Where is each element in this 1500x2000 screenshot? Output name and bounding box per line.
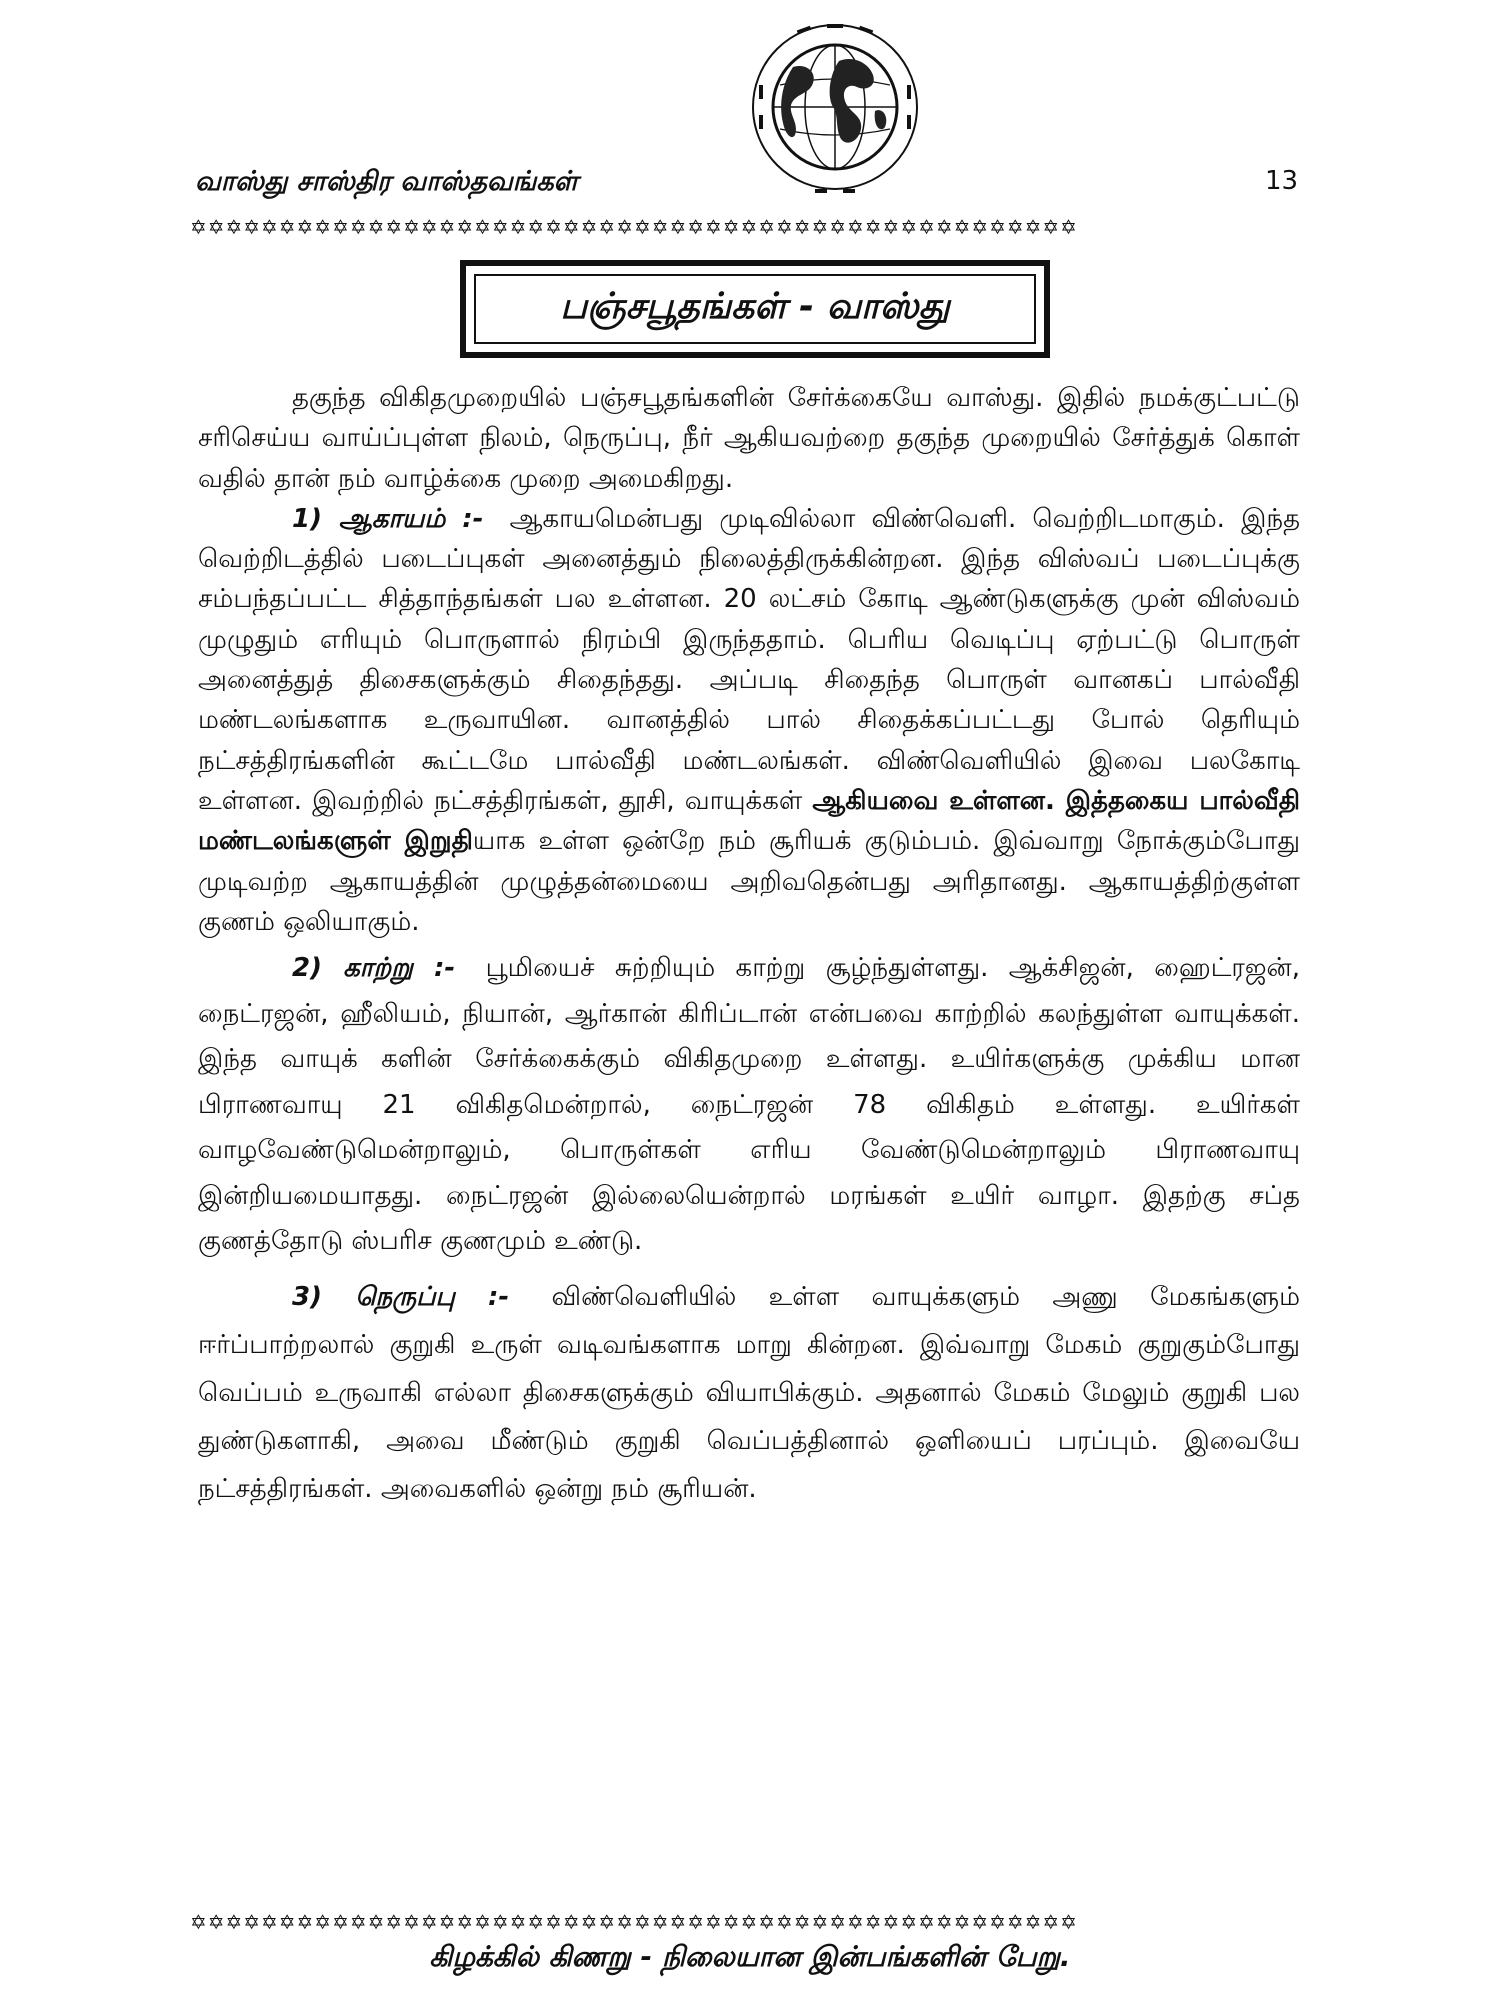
item-text-aakaayam-end: யாக உள்ள ஒன்றே நம் சூரியக் குடும்பம். இவ்வாறு நோக்கும்போது முடிவற்ற ஆகாயத்தின் முழுத்தன்மையை அறிவதென்பது அரிதானது. ஆகாயத்திற்குள்ள குணம் ஒலியாகும். [198, 826, 1300, 937]
paragraph-aakaayam [198, 499, 1300, 942]
item-text-aakaayam: ஆகாயமென்பது முடிவில்லா விண்வெளி. வெற்றிடமாகும். இந்த வெற்றிடத்தில் படைப்புகள் அனைத்தும் நிலைத்திருக்கின்றன. இந்த விஸ்வப் படைப்புக்கு சம்பந்தப்பட்ட சித்தாந்தங்கள் பல உள்ளன. 20 லட்சம் கோடி ஆண்டுகளுக்கு முன் விஸ்வம் முழுதும் எரியும் பொருளால் நிரம்பி இருந்ததாம். பெரிய வெடிப்பு ஏற்பட்டு பொருள் அனைத்துத் திசைகளுக்கும் சிதைந்தது. அப்படி சிதைந்த பொருள் வானகப் பால்வீதி மண்டலங்களாக உருவாயின. வானத்தில் பால் சிதைக்கப்பட்டது போல் தெரியும் நட்சத்திரங்களின் கூட்டமே பால்வீதி மண்டலங்கள். விண்வெளியில் இவை பலகோடி உள்ளன. இவற்றில் நட்சத்திரங்கள், தூசி, வாயுக்கள் [198, 503, 1301, 816]
body-text [198, 378, 1300, 1513]
footer-proverb: கிழக்கில் கிணறு - நிலையான இன்பங்களின் பேறு. [429, 1940, 1071, 1973]
globe-seal-icon [735, 15, 935, 215]
section-heading-frame [474, 274, 1036, 344]
item-label-aakaayam: 1) ஆகாயம் :- [292, 503, 484, 534]
intro-paragraph: தகுந்த விகிதமுறையில் பஞ்சபூதங்களின் சேர்க்கையே வாஸ்து. இதில் நமக்குட்பட்டு சரிசெய்ய வாய்ப்புள்ள நிலம், நெருப்பு, நீர் ஆகியவற்றை தகுந்த முறையில் சேர்த்துக் கொள் வதில் தான் நம் வாழ்க்கை முறை அமைகிறது. [198, 383, 1300, 494]
page-number: 13 [1265, 166, 1299, 196]
star-border-top: ✡✡✡✡✡✡✡✡✡✡✡✡✡✡✡✡✡✡✡✡✡✡✡✡✡✡✡✡✡✡✡✡✡✡✡✡✡✡✡✡✡✡✡✡✡✡✡✡✡✡ [190, 215, 1078, 239]
paragraph-neruppu [198, 1273, 1300, 1513]
item-label-kaatru: 2) காற்று :- [292, 953, 456, 984]
running-title: வாஸ்து சாஸ்திர வாஸ்தவங்கள் [195, 166, 578, 197]
paragraph-kaatru [198, 946, 1300, 1265]
item-label-neruppu: 3) நெருப்பு :- [292, 1281, 510, 1312]
section-heading: பஞ்சபூதங்கள் - வாஸ்து [560, 286, 950, 327]
item-text-kaatru: பூமியைச் சுற்றியும் காற்று சூழ்ந்துள்ளது. ஆக்சிஜன், ஹைட்ரஜன், நைட்ரஜன், ஹீலியம், நியான், ஆர்கான் கிரிப்டான் என்பவை காற்றில் கலந்துள்ள வாயுக்கள். இந்த வாயுக் களின் சேர்க்கைக்கும் விகிதமுறை உள்ளது. உயிர்களுக்கு முக்கிய மான பிராணவாயு 21 விகிதமென்றால், நைட்ரஜன் 78 விகிதம் உள்ளது. உயிர்கள் வாழவேண்டுமென்றாலும், பொருள்கள் எரிய வேண்டுமென்றாலும் பிராணவாயு இன்றியமையாதது. நைட்ரஜன் இல்லையென்றால் மரங்கள் உயிர் வாழா. இதற்கு சப்த குணத்தோடு ஸ்பரிச குணமும் உண்டு. [198, 953, 1300, 1257]
star-border-bottom: ✡✡✡✡✡✡✡✡✡✡✡✡✡✡✡✡✡✡✡✡✡✡✡✡✡✡✡✡✡✡✡✡✡✡✡✡✡✡✡✡✡✡✡✡✡✡✡✡✡✡ [190, 1910, 1078, 1934]
item-text-aakaayam-bold: ஆகியவை உள்ளன. இத்தகைய பால்வீதி மண்டலங்களுள் இறுதி [198, 785, 1301, 857]
section-heading-box [460, 260, 1050, 358]
item-text-neruppu: விண்வெளியில் உள்ள வாயுக்களும் அணு மேகங்களும் ஈர்ப்பாற்றலால் குறுகி உருள் வடிவங்களாக மாறு கின்றன. இவ்வாறு மேகம் குறுகும்போது வெப்பம் உருவாகி எல்லா திசைகளுக்கும் வியாபிக்கும். அதனால் மேகம் மேலும் குறுகி பல துண்டுகளாகி, அவை மீண்டும் குறுகி வெப்பத்தினால் ஒளியைப் பரப்பும். இவையே நட்சத்திரங்கள். அவைகளில் ஒன்று நம் சூரியன். [198, 1281, 1301, 1504]
